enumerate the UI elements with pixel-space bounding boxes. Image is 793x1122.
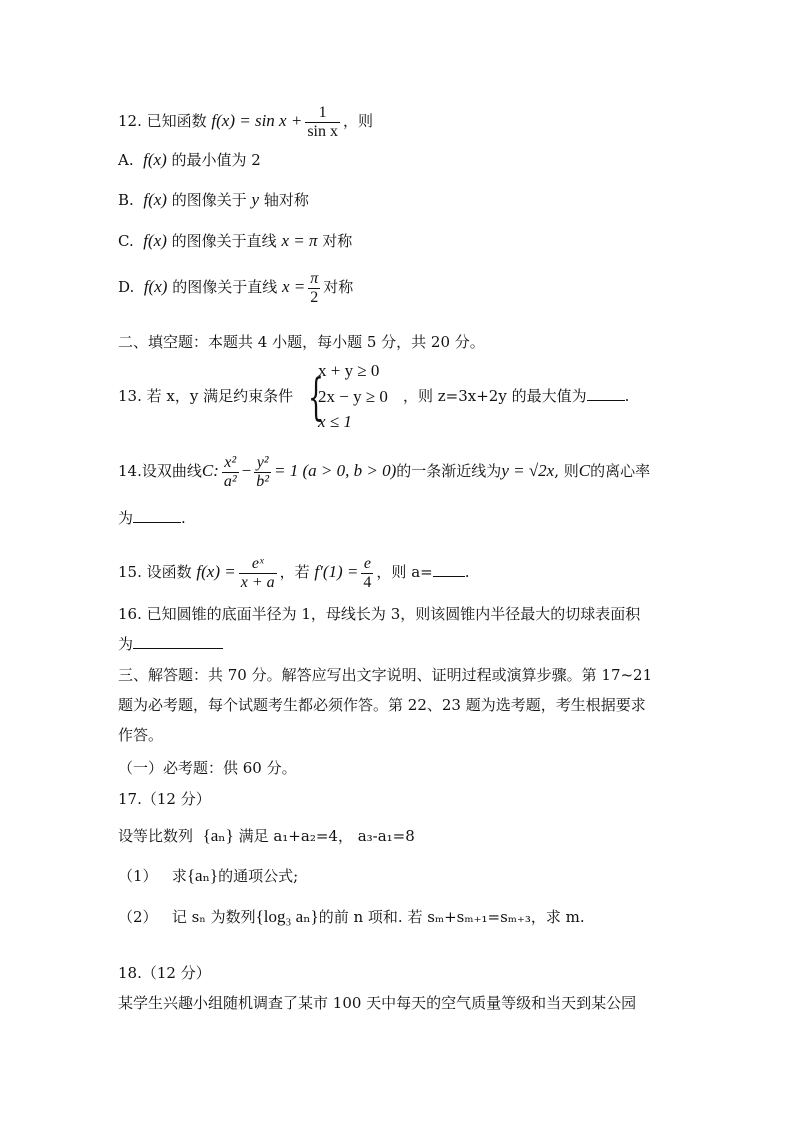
q12-option-a: A. f(x) 的最小值为 2 bbox=[118, 150, 261, 169]
q12-tail: ，则 bbox=[343, 112, 374, 131]
section-3-line-2: 题为必考题，每个试题考生都必须作答。第 22、23 题为选考题，考生根据要求 bbox=[118, 696, 646, 714]
q12-function: f(x) = sin x + bbox=[211, 111, 303, 131]
q12-option-d: D. f(x) 的图像关于直线 x = $\frac{\pi}{2}$ 对称 bbox=[118, 270, 354, 306]
q12-d-fraction: $\frac{\pi}{2}$ bbox=[310, 270, 319, 306]
question-14-line-2: 为 . bbox=[118, 509, 186, 527]
q15-answer-blank[interactable] bbox=[433, 562, 465, 577]
section-3-line-3: 作答。 bbox=[118, 726, 164, 744]
subsection-required: （一）必考题：供 60 分。 bbox=[118, 759, 297, 777]
question-17-part-1: （1） 求{aₙ}的通项公式; bbox=[118, 866, 299, 885]
question-17-heading: 17.（12 分） bbox=[118, 790, 211, 808]
question-16-line-1: 16. 已知圆锥的底面半径为 1，母线长为 3，则该圆锥内半径最大的切球表面积 bbox=[118, 605, 641, 623]
q12-option-c: C. f(x) 的图像关于直线 x = π 对称 bbox=[118, 231, 353, 250]
question-17-stem: 设等比数列 {aₙ} 满足 a₁+a₂=4， a₃-a₁=8 bbox=[118, 826, 415, 845]
q12-fraction: $\frac{1}{\text{sin x}}$ bbox=[307, 104, 338, 140]
section-3-line-1: 三、解答题：共 70 分。解答应写出文字说明、证明过程或演算步骤。第 17~21 bbox=[118, 666, 653, 684]
q13-brace: { bbox=[308, 368, 324, 426]
question-16-line-2: 为 bbox=[118, 633, 223, 655]
q13-constraint-3: x ≤ 1 bbox=[318, 412, 352, 431]
section-2-heading: 二、填空题：本题共 4 小题，每小题 5 分，共 20 分。 bbox=[118, 333, 485, 351]
question-15-stem: 15. 设函数 f(x) = $\frac{\text{eˣ}}{x + a}$ ，若 f′(1) = $\frac{e}{4}$ ，则 a= . bbox=[118, 555, 470, 591]
question-13-stem-start: 13. 若 x，y 满足约束条件 bbox=[118, 387, 294, 405]
q14-answer-blank[interactable] bbox=[133, 508, 181, 523]
question-18-heading: 18.（12 分） bbox=[118, 964, 211, 982]
q12-option-b: B. f(x) 的图像关于 y 轴对称 bbox=[118, 190, 309, 209]
q13-constraint-2: 2x − y ≥ 0 bbox=[318, 387, 388, 406]
question-12-stem bbox=[118, 104, 373, 140]
q13-answer-blank[interactable] bbox=[587, 386, 625, 401]
question-13-stem-end: ，则 z=3x+2y 的最大值为 . bbox=[403, 387, 630, 405]
q13-constraint-1: x + y ≥ 0 bbox=[318, 361, 380, 380]
question-14-line-1: 14.设双曲线C: $\frac{\text{x²}}{\text{a²}}$ − $\frac{\text{y²}}{\text{b²}}$ = 1 (a > 0, b > 0)的一条渐近线为y = √2x, 则C的离心率 bbox=[118, 454, 651, 490]
question-18-line-1: 某学生兴趣小组随机调查了某市 100 天中每天的空气质量等级和当天到某公园 bbox=[118, 994, 637, 1012]
question-17-part-2: （2） 记 sₙ 为数列{log₃ aₙ}的前 n 项和. 若 sₘ+sₘ₊₁=sₘ₊₃，求 m. bbox=[118, 907, 585, 926]
q12-intro: 12. 已知函数 bbox=[118, 112, 207, 131]
q16-answer-blank[interactable] bbox=[133, 634, 223, 649]
